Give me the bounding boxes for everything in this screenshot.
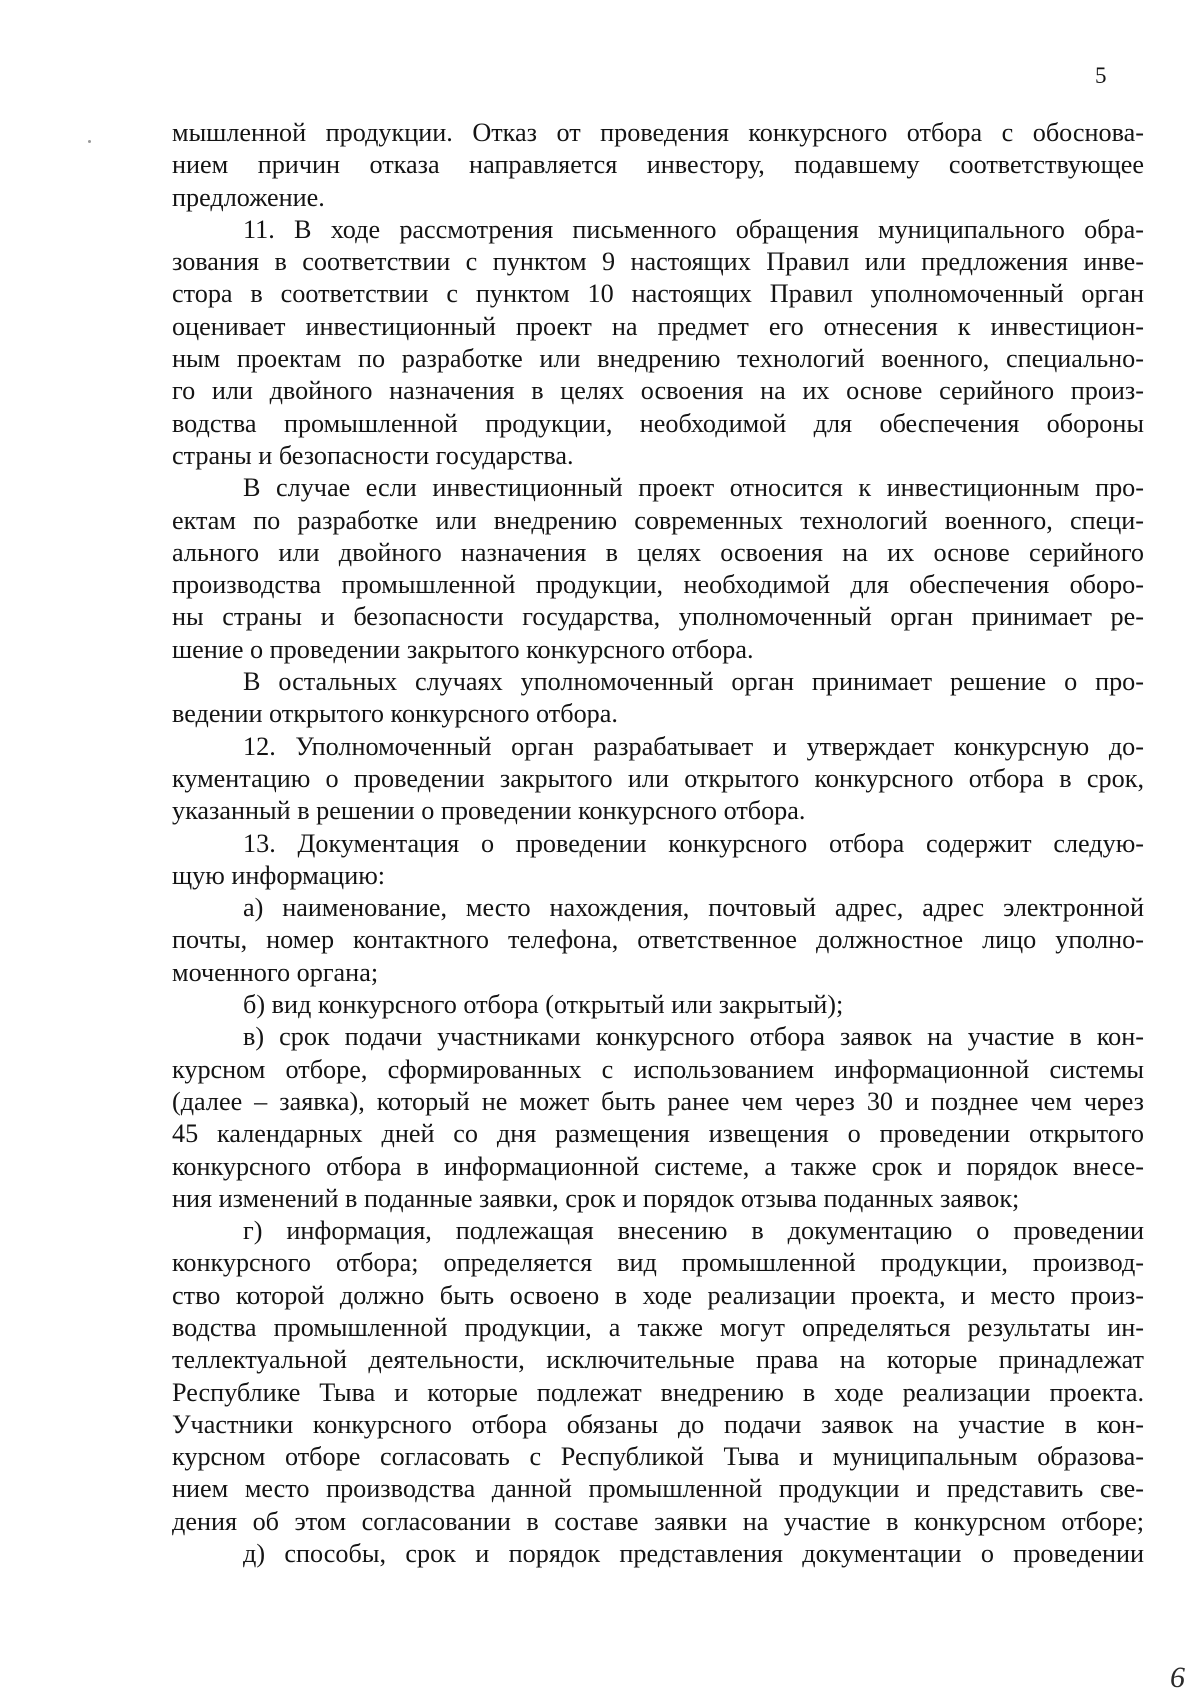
text-line: го или двойного назначения в целях освоения на их основе серийного произ-	[172, 376, 1144, 406]
text-line: оценивает инвестиционный проект на предмет его отнесения к инвестицион-	[172, 311, 1144, 341]
text-line: конкурсного отбора; определяется вид промышленной продукции, производ-	[172, 1248, 1144, 1278]
text-line: Участники конкурсного отбора обязаны до подачи заявок на участие в кон-	[172, 1409, 1144, 1439]
margin-speck	[88, 140, 91, 143]
text-line: ство которой должно быть освоено в ходе реализации проекта, и место произ-	[172, 1280, 1144, 1310]
text-line: 45 календарных дней со дня размещения извещения о проведении открытого	[172, 1119, 1144, 1149]
text-line: моченного органа;	[172, 957, 379, 987]
text-line: 13. Документация о проведении конкурсного отбора содержит следую-	[243, 828, 1144, 858]
page-number: 5	[1095, 63, 1107, 88]
text-line: водства промышленной продукции, необходимой для обеспечения обороны	[172, 408, 1144, 438]
text-line: (далее – заявка), который не может быть ранее чем через 30 и позднее чем через	[172, 1086, 1144, 1116]
text-line: д) способы, срок и порядок представления документации о проведении	[243, 1539, 1144, 1569]
text-line: щую информацию:	[172, 860, 386, 890]
text-line: страны и безопасности государства.	[172, 440, 574, 470]
next-page-corner-mark: 6	[1170, 1661, 1185, 1694]
text-line: дения об этом согласовании в составе заявки на участие в конкурсном отборе;	[172, 1506, 1144, 1536]
text-line: курсном отборе, сформированных с использованием информационной системы	[172, 1054, 1144, 1084]
text-line: 11. В ходе рассмотрения письменного обращения муниципального обра-	[243, 214, 1144, 244]
text-line: ны страны и безопасности государства, уполномоченный орган принимает ре-	[172, 602, 1144, 632]
text-line: производства промышленной продукции, необходимой для обеспечения оборо-	[172, 570, 1144, 600]
text-line: нием причин отказа направляется инвестору, подавшему соответствующее	[172, 150, 1144, 180]
text-line: почты, номер контактного телефона, ответственное должностное лицо уполно-	[172, 925, 1144, 955]
text-line: мышленной продукции. Отказ от проведения конкурсного отбора с обоснова-	[172, 118, 1144, 147]
text-line: в) срок подачи участниками конкурсного отбора заявок на участие в кон-	[243, 1022, 1144, 1052]
text-line: г) информация, подлежащая внесению в документацию о проведении	[243, 1216, 1144, 1246]
text-line: В остальных случаях уполномоченный орган принимает решение о про-	[243, 667, 1144, 697]
text-line: кументацию о проведении закрытого или открытого конкурсного отбора в срок,	[172, 763, 1144, 793]
text-line: ального или двойного назначения в целях освоения на их основе серийного	[172, 537, 1144, 567]
text-line: шение о проведении закрытого конкурсного отбора.	[172, 634, 754, 664]
text-line: курсном отборе согласовать с Республикой Тыва и муниципальным образова-	[172, 1442, 1144, 1472]
text-line: а) наименование, место нахождения, почтовый адрес, адрес электронной	[243, 893, 1144, 923]
body-text	[172, 117, 1144, 1570]
text-line: стора в соответствии с пунктом 10 настоящих Правил уполномоченный орган	[172, 279, 1144, 309]
text-line: зования в соответствии с пунктом 9 настоящих Правил или предложения инве-	[172, 247, 1144, 277]
text-line: б) вид конкурсного отбора (открытый или закрытый);	[243, 990, 844, 1020]
text-line: ния изменений в поданные заявки, срок и порядок отзыва поданных заявок;	[172, 1183, 1020, 1213]
text-line: ведении открытого конкурсного отбора.	[172, 699, 618, 729]
text-line: указанный в решении о проведении конкурсного отбора.	[172, 796, 806, 826]
text-line: 12. Уполномоченный орган разрабатывает и утверждает конкурсную до-	[243, 731, 1144, 761]
text-line: нием место производства данной промышленной продукции и представить све-	[172, 1474, 1144, 1504]
text-line: конкурсного отбора в информационной системе, а также срок и порядок внесе-	[172, 1151, 1144, 1181]
text-line: теллектуальной деятельности, исключительные права на которые принадлежат	[172, 1345, 1144, 1375]
text-line: ным проектам по разработке или внедрению технологий военного, специально-	[172, 344, 1144, 374]
text-line: ектам по разработке или внедрению современных технологий военного, специ-	[172, 505, 1144, 535]
text-line: Республике Тыва и которые подлежат внедрению в ходе реализации проекта.	[172, 1377, 1144, 1407]
text-line: В случае если инвестиционный проект относится к инвестиционным про-	[243, 473, 1144, 503]
text-line: водства промышленной продукции, а также могут определяться результаты ин-	[172, 1312, 1144, 1342]
text-line: предложение.	[172, 182, 325, 212]
